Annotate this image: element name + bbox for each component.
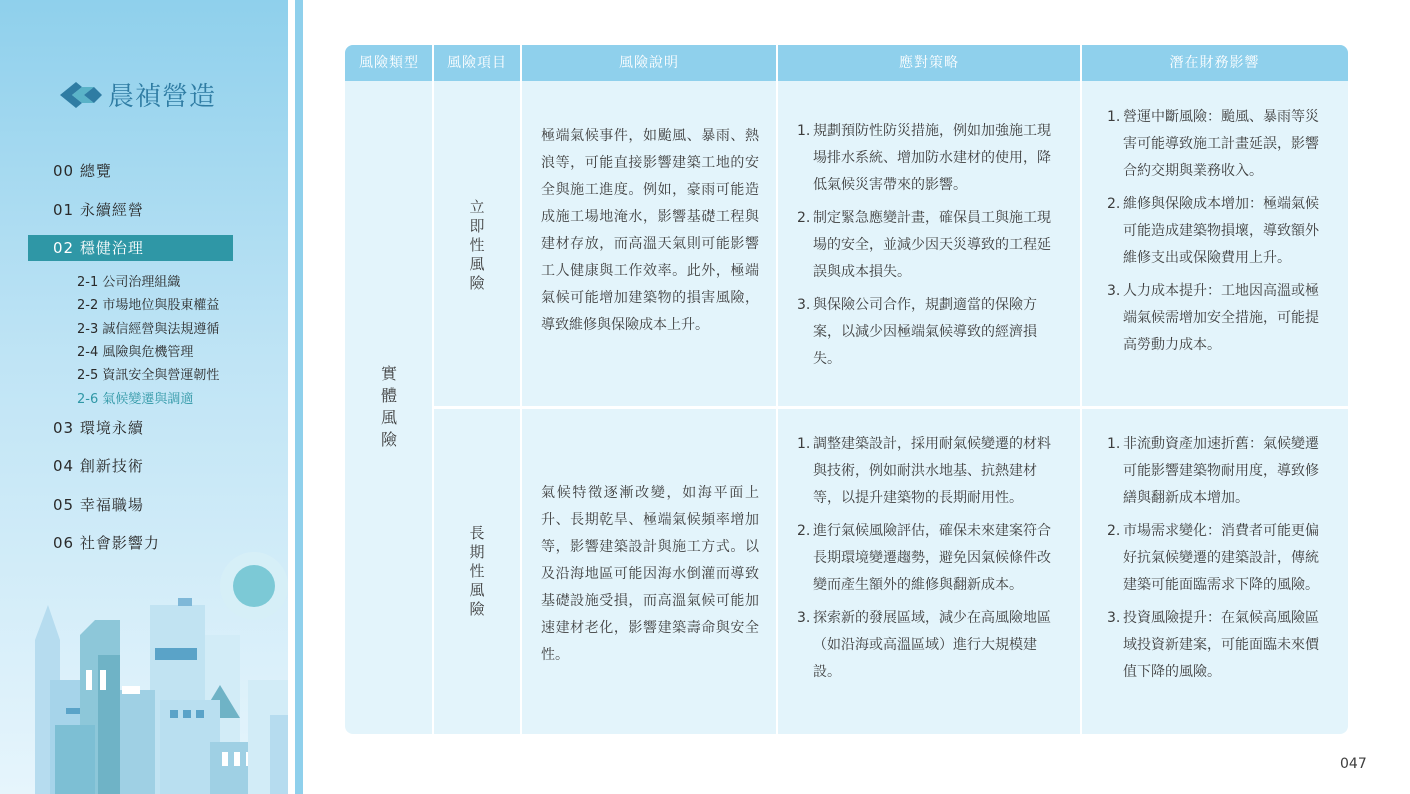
nav-item-overview[interactable]: 00 總覽 xyxy=(53,162,112,180)
sub-item-market-position[interactable]: 2-2 市場地位與股東權益 xyxy=(77,298,220,313)
column-divider xyxy=(1080,45,1082,734)
column-divider xyxy=(776,45,778,734)
brand-logo-text: 晨禎營造 xyxy=(108,82,217,112)
header-risk-description: 風險說明 xyxy=(521,45,777,81)
nav-item-sustainable-operation[interactable]: 01 永續經營 xyxy=(53,201,144,219)
header-risk-type: 風險類型 xyxy=(345,45,433,81)
risk-table xyxy=(345,45,1348,734)
row-divider xyxy=(433,406,1348,409)
column-divider xyxy=(432,45,434,734)
list-item: 1. 調整建築設計，採用耐氣候變遷的材料與技術，例如耐洪水地基、抗熱建材等，以提升建築物的長期耐用性。 xyxy=(797,436,1051,506)
cell-strategies-acute xyxy=(797,118,1061,379)
strategy-text: 規劃預防性防災措施，例如加強施工現場排水系統、增加防水建材的使用，降低氣候災害帶來的影響。 xyxy=(813,123,1051,193)
cell-description-acute: 極端氣候事件，如颱風、暴雨、熱浪等，可能直接影響建築工地的安全與施工進度。例如，豪雨可能造成施工場地淹水，影響基礎工程與建材存放，而高溫天氣則可能影響工人健康與工作效率。此外，極端氣候可能增加建築物的損害風險，導致維修與保險成本上升。 xyxy=(541,128,759,333)
list-item: 3. 與保險公司合作，規劃適當的保險方案，以減少因極端氣候導致的經濟損失。 xyxy=(797,297,1037,367)
strategy-text: 與保險公司合作，規劃適當的保險方案，以減少因極端氣候導致的經濟損失。 xyxy=(813,297,1037,367)
sub-item-governance-org[interactable]: 2-1 公司治理組織 xyxy=(77,275,181,290)
sub-item-climate-change[interactable]: 2-6 氣候變遷與調適 xyxy=(77,392,194,407)
header-response-strategy: 應對策略 xyxy=(777,45,1081,81)
cell-risk-type: 實體風險 xyxy=(380,364,397,449)
cell-description-chronic: 氣候特徵逐漸改變，如海平面上升、長期乾旱、極端氣候頻率增加等，影響建築設計與施工方式。以及沿海地區可能因海水倒灌而導致基礎設施受損，而高溫氣候可能加速建材老化，影響建築壽命與安全性。 xyxy=(541,485,759,663)
cell-risk-item-acute: 立即性風險 xyxy=(469,198,485,292)
brand-logo-icon xyxy=(58,78,104,112)
impact-text: 人力成本提升：工地因高溫或極端氣候需增加安全措施，可能提高勞動力成本。 xyxy=(1123,283,1319,353)
header-risk-item: 風險項目 xyxy=(433,45,521,81)
sidebar-stripe xyxy=(295,0,303,794)
nav-item-innovation[interactable]: 04 創新技術 xyxy=(53,457,144,475)
impact-text: 投資風險提升：在氣候高風險區域投資新建案，可能面臨未來價值下降的風險。 xyxy=(1123,610,1319,680)
sub-item-risk-management[interactable]: 2-4 風險與危機管理 xyxy=(77,345,194,360)
list-item: 3. 探索新的發展區域，減少在高風險地區（如沿海或高溫區域）進行大規模建設。 xyxy=(797,610,1051,680)
impact-text: 市場需求變化：消費者可能更偏好抗氣候變遷的建築設計，傳統建築可能面臨需求下降的風險。 xyxy=(1123,523,1319,593)
cell-risk-item-chronic: 長期性風險 xyxy=(469,524,485,618)
cell-impacts-acute xyxy=(1107,104,1325,365)
nav-item-environment[interactable]: 03 環境永續 xyxy=(53,419,144,437)
list-item: 1. 非流動資產加速折舊：氣候變遷可能影響建築物耐用度，導致修繕與翻新成本增加。 xyxy=(1107,436,1319,506)
list-item: 2. 維修與保險成本增加：極端氣候可能造成建築物損壞，導致額外維修支出或保險費用上升。 xyxy=(1107,196,1319,266)
sub-item-info-security[interactable]: 2-5 資訊安全與營運韌性 xyxy=(77,368,220,383)
cell-strategies-chronic xyxy=(797,431,1061,692)
city-skyline-illustration xyxy=(0,560,288,794)
sidebar xyxy=(0,0,288,794)
strategy-text: 進行氣候風險評估，確保未來建案符合長期環境變遷趨勢，避免因氣候條件改變而產生額外的維修與翻新成本。 xyxy=(813,523,1051,593)
page-number: 047 xyxy=(1340,756,1367,772)
list-item: 2. 市場需求變化：消費者可能更偏好抗氣候變遷的建築設計，傳統建築可能面臨需求下降的風險。 xyxy=(1107,523,1319,593)
strategy-text: 探索新的發展區域，減少在高風險地區（如沿海或高溫區域）進行大規模建設。 xyxy=(813,610,1051,680)
impact-text: 非流動資產加速折舊：氣候變遷可能影響建築物耐用度，導致修繕與翻新成本增加。 xyxy=(1123,436,1319,506)
list-item: 3. 投資風險提升：在氣候高風險區域投資新建案，可能面臨未來價值下降的風險。 xyxy=(1107,610,1319,680)
nav-item-workplace[interactable]: 05 幸福職場 xyxy=(53,496,144,514)
impact-text: 營運中斷風險：颱風、暴雨等災害可能導致施工計畫延誤，影響合約交期與業務收入。 xyxy=(1123,109,1319,179)
list-item: 2. 制定緊急應變計畫，確保員工與施工現場的安全，並減少因天災導致的工程延誤與成本損失。 xyxy=(797,210,1051,280)
strategy-text: 制定緊急應變計畫，確保員工與施工現場的安全，並減少因天災導致的工程延誤與成本損失。 xyxy=(813,210,1051,280)
cell-impacts-chronic xyxy=(1107,431,1325,692)
list-item: 3. 人力成本提升：工地因高溫或極端氣候需增加安全措施，可能提高勞動力成本。 xyxy=(1107,283,1319,353)
strategy-text: 調整建築設計，採用耐氣候變遷的材料與技術，例如耐洪水地基、抗熱建材等，以提升建築物的長期耐用性。 xyxy=(813,436,1051,506)
nav-item-governance[interactable]: 02 穩健治理 xyxy=(28,235,233,261)
column-divider xyxy=(520,45,522,734)
impact-text: 維修與保險成本增加：極端氣候可能造成建築物損壞，導致額外維修支出或保險費用上升。 xyxy=(1123,196,1319,266)
sub-item-integrity[interactable]: 2-3 誠信經營與法規遵循 xyxy=(77,322,220,337)
header-financial-impact: 潛在財務影響 xyxy=(1081,45,1348,81)
brand-logo[interactable] xyxy=(58,76,216,113)
list-item: 1. 營運中斷風險：颱風、暴雨等災害可能導致施工計畫延誤，影響合約交期與業務收入。 xyxy=(1107,109,1319,179)
list-item: 1. 規劃預防性防災措施，例如加強施工現場排水系統、增加防水建材的使用，降低氣候災害帶來的影響。 xyxy=(797,123,1051,193)
list-item: 2. 進行氣候風險評估，確保未來建案符合長期環境變遷趨勢，避免因氣候條件改變而產生額外的維修與翻新成本。 xyxy=(797,523,1051,593)
nav-item-social-impact[interactable]: 06 社會影響力 xyxy=(53,534,160,552)
